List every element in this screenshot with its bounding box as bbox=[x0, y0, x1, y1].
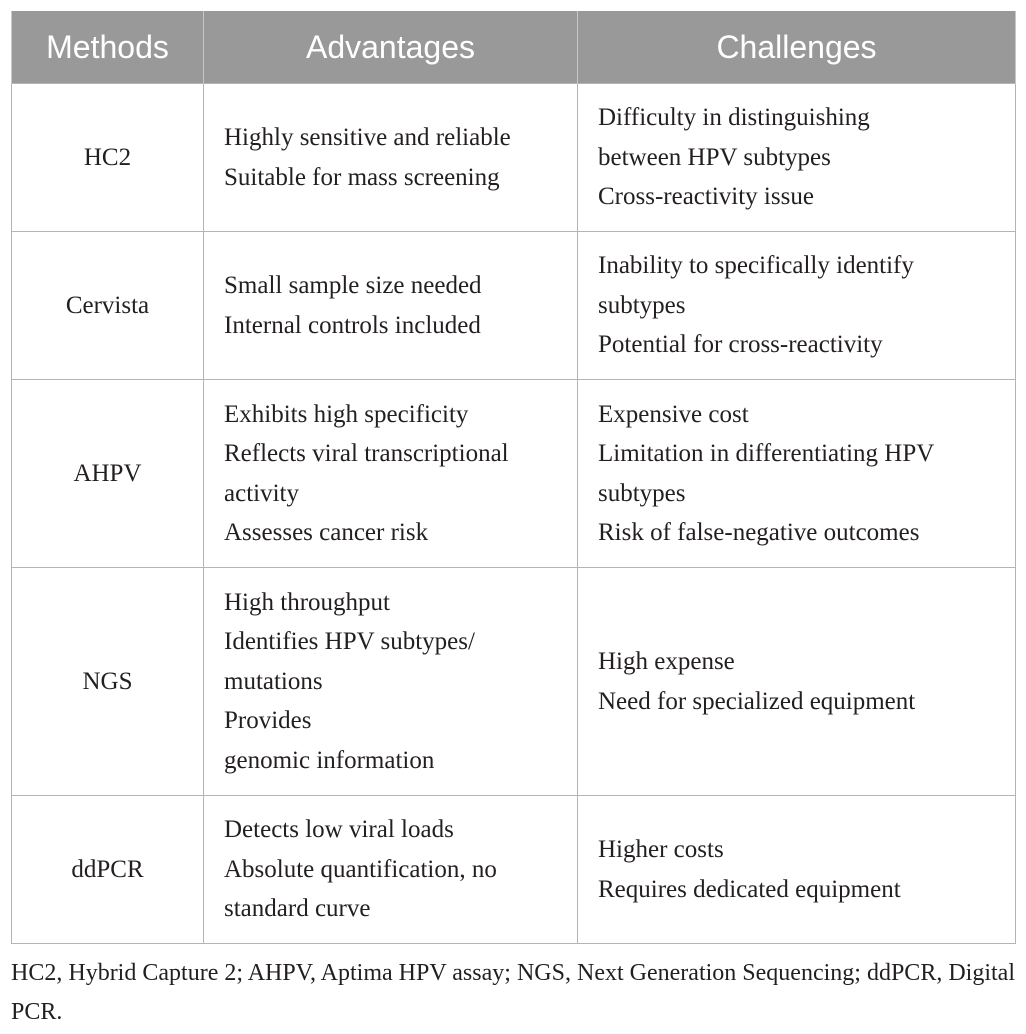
table-row bbox=[12, 232, 1016, 380]
advantage-line: Internal controls included bbox=[224, 311, 481, 339]
advantages-cell bbox=[204, 796, 578, 944]
advantage-line: standard curve bbox=[224, 895, 371, 923]
advantage-line: mutations bbox=[224, 667, 323, 695]
advantage-line: Detects low viral loads bbox=[224, 816, 454, 844]
table-body bbox=[12, 84, 1016, 944]
advantage-line: Highly sensitive and reliable bbox=[224, 124, 511, 151]
advantage-line: Suitable for mass screening bbox=[224, 163, 500, 191]
table-row bbox=[12, 380, 1016, 568]
challenge-line: High expense bbox=[598, 648, 735, 675]
header-challenges: Challenges bbox=[578, 11, 1016, 84]
methods-table-container bbox=[11, 11, 1015, 944]
advantages-cell bbox=[204, 380, 578, 568]
challenge-line: Cross-reactivity issue bbox=[598, 183, 814, 211]
challenge-line: subtypes bbox=[598, 479, 686, 507]
challenge-line: Limitation in differentiating HPV bbox=[598, 440, 935, 467]
header-advantages: Advantages bbox=[204, 11, 578, 84]
advantage-line: Absolute quantification, no bbox=[224, 855, 497, 883]
challenges-cell bbox=[578, 568, 1016, 796]
challenges-cell bbox=[578, 380, 1016, 568]
advantages-cell bbox=[204, 568, 578, 796]
challenge-line: Inability to specifically identify bbox=[598, 252, 914, 280]
method-cell: ddPCR bbox=[12, 796, 204, 944]
table-header bbox=[12, 11, 1016, 84]
challenge-line: between HPV subtypes bbox=[598, 143, 831, 171]
challenge-line: Higher costs bbox=[598, 836, 724, 863]
method-cell: HC2 bbox=[12, 84, 204, 232]
advantage-line: High throughput bbox=[224, 588, 390, 616]
header-row bbox=[12, 11, 1016, 84]
table-row bbox=[12, 568, 1016, 796]
challenge-line: Expensive cost bbox=[598, 400, 749, 428]
challenge-line: subtypes bbox=[598, 291, 686, 319]
method-cell: AHPV bbox=[12, 380, 204, 568]
challenges-cell bbox=[578, 232, 1016, 380]
challenge-line: Potential for cross-reactivity bbox=[598, 331, 883, 359]
challenges-cell bbox=[578, 84, 1016, 232]
advantage-line: Exhibits high specificity bbox=[224, 400, 469, 428]
challenge-line: Requires dedicated equipment bbox=[598, 875, 901, 903]
advantage-line: Small sample size needed bbox=[224, 272, 482, 299]
methods-table bbox=[11, 11, 1016, 944]
advantage-line: genomic information bbox=[224, 746, 435, 774]
header-methods: Methods bbox=[12, 11, 204, 84]
challenge-line: Difficulty in distinguishing bbox=[598, 104, 870, 132]
table-footnote: HC2, Hybrid Capture 2; AHPV, Aptima HPV assay; NGS, Next Generation Sequencing; ddPCR, Digital PCR. bbox=[11, 960, 1015, 1025]
advantage-line: activity bbox=[224, 479, 299, 507]
method-cell: Cervista bbox=[12, 232, 204, 380]
method-cell: NGS bbox=[12, 568, 204, 796]
table-row bbox=[12, 796, 1016, 944]
table-row bbox=[12, 84, 1016, 232]
challenge-line: Risk of false-negative outcomes bbox=[598, 519, 920, 546]
advantages-cell bbox=[204, 232, 578, 380]
advantage-line: Reflects viral transcriptional bbox=[224, 440, 509, 467]
advantage-line: Provides bbox=[224, 707, 312, 735]
advantage-line: Identifies HPV subtypes/ bbox=[224, 628, 475, 656]
challenges-cell bbox=[578, 796, 1016, 944]
advantage-line: Assesses cancer risk bbox=[224, 519, 429, 546]
challenge-line: Need for specialized equipment bbox=[598, 687, 916, 715]
advantages-cell bbox=[204, 84, 578, 232]
